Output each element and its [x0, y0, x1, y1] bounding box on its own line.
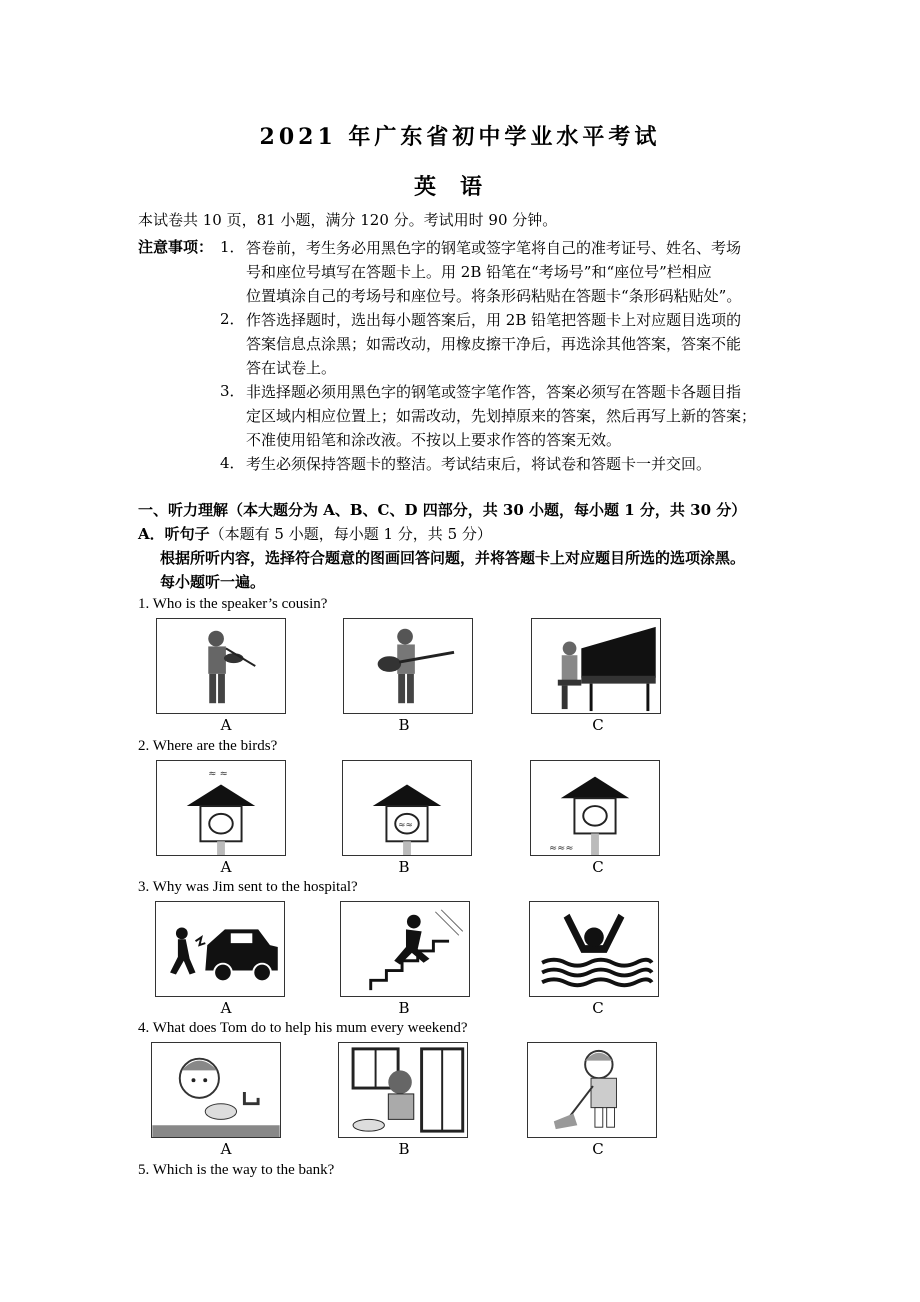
q2-option-b-birdhouse-image[interactable] — [342, 760, 472, 856]
option-label: B — [398, 716, 410, 734]
question-5: 5. Which is the way to the bank? — [138, 1162, 335, 1178]
note-1-line: 答卷前，考生务必用黑色字的钢笔或签字笔将自己的准考证号、姓名、考场 — [246, 239, 742, 257]
option-label: C — [592, 1140, 604, 1158]
question-2: 2. Where are the birds? — [138, 738, 278, 754]
q2-option-c-birdhouse-image[interactable] — [530, 760, 660, 856]
q1-option-c-pianist-image[interactable] — [531, 618, 661, 714]
q4-option-b-cleaning-window-image[interactable] — [338, 1042, 468, 1138]
q3-option-c-drowning-image[interactable] — [529, 901, 659, 997]
notes-label: 注意事项： — [138, 238, 214, 256]
note-2-number: 2． — [220, 310, 245, 328]
option-label: A — [220, 999, 232, 1017]
option-label: C — [592, 858, 604, 876]
note-2-line: 答案信息点涂黑；如需改动，用橡皮擦干净后，再选涂其他答案，答案不能 — [246, 335, 742, 353]
option-label: A — [220, 858, 232, 876]
exam-intro: 本试卷共 10 页，81 小题，满分 120 分。考试用时 90 分钟。 — [138, 211, 558, 229]
option-label: B — [398, 858, 410, 876]
svg-text:≈ ≈: ≈ ≈ — [208, 768, 228, 780]
svg-text:≈≈≈: ≈≈≈ — [548, 843, 574, 855]
part-a-info: （本题有 5 小题，每小题 1 分，共 5 分） — [209, 525, 492, 543]
q3-option-a-car-accident-image[interactable] — [155, 901, 285, 997]
note-1-number: 1． — [220, 238, 245, 256]
svg-text:≈≈: ≈≈ — [398, 820, 413, 831]
q4-option-a-washing-dishes-image[interactable] — [151, 1042, 281, 1138]
note-1-line: 号和座位号填写在答题卡上。用 2B 铅笔在“考场号”和“座位号”栏相应 — [246, 263, 712, 281]
q1-option-a-violinist-image[interactable] — [156, 618, 286, 714]
section-heading: 一、听力理解（本大题分为 A、B、C、D 四部分，共 30 小题，每小题 1 分，共 30 分） — [138, 501, 747, 519]
q4-option-c-sweeping-image[interactable] — [527, 1042, 657, 1138]
q2-option-a-birdhouse-image[interactable] — [156, 760, 286, 856]
subject-title: 英语 — [413, 174, 506, 200]
exam-title: 2021 年广东省初中学业水平考试 — [259, 124, 661, 150]
part-a-heading — [138, 522, 492, 546]
option-label: A — [220, 716, 232, 734]
part-a-label: A．听句子 — [138, 525, 210, 543]
question-4: 4. What does Tom do to help his mum every weekend? — [138, 1020, 468, 1036]
note-1-line: 位置填涂自己的考场号和座位号。将条形码粘贴在答题卡“条形码粘贴处”。 — [246, 287, 742, 305]
option-label: C — [592, 716, 604, 734]
note-3-number: 3． — [220, 382, 245, 400]
note-3-line: 定区域内相应位置上；如需改动，先划掉原来的答案，然后再写上新的答案； — [246, 407, 757, 425]
note-2-line: 答在试卷上。 — [246, 359, 337, 377]
instruction-line: 根据所听内容，选择符合题意的图画回答问题，并将答题卡上对应题目所选的选项涂黑。 — [160, 549, 746, 567]
option-label: C — [592, 999, 604, 1017]
q1-option-b-guitarist-image[interactable] — [343, 618, 473, 714]
option-label: B — [398, 1140, 410, 1158]
question-3: 3. Why was Jim sent to the hospital? — [138, 879, 358, 895]
note-3-line: 非选择题必须用黑色字的钢笔或签字笔作答，答案必须写在答题卡各题目指 — [246, 383, 742, 401]
option-label: B — [398, 999, 410, 1017]
note-4-number: 4． — [220, 454, 245, 472]
question-1: 1. Who is the speaker’s cousin? — [138, 596, 328, 612]
q3-option-b-falling-stairs-image[interactable] — [340, 901, 470, 997]
note-4-line: 考生必须保持答题卡的整洁。考试结束后，将试卷和答题卡一并交回。 — [246, 455, 712, 473]
option-label: A — [220, 1140, 232, 1158]
instruction-line: 每小题听一遍。 — [160, 573, 266, 591]
note-3-line: 不准使用铅笔和涂改液。不按以上要求作答的答案无效。 — [246, 431, 622, 449]
note-2-line: 作答选择题时，选出每小题答案后，用 2B 铅笔把答题卡上对应题目选项的 — [246, 311, 742, 329]
